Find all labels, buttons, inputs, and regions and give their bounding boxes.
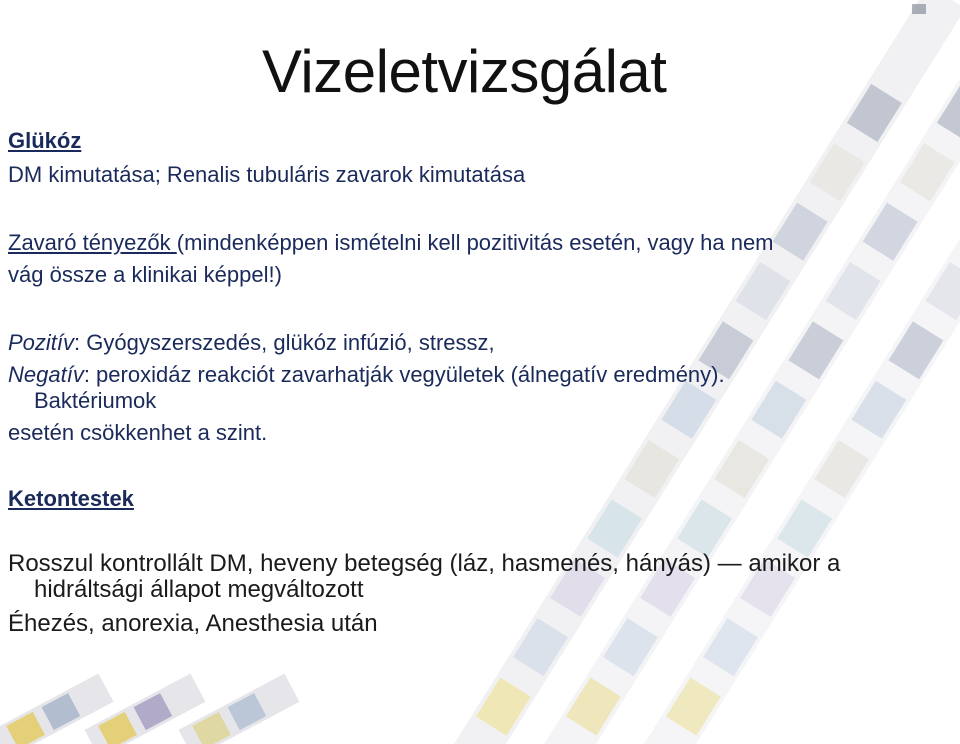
pozitiv-text: : Gyógyszerszedés, glükóz infúzió, stressz,	[74, 330, 495, 355]
glukoz-line-1: DM kimutatása; Renalis tubuláris zavarok kimutatása	[8, 162, 526, 187]
keton-line-1: Rosszul kontrollált DM, heveny betegség (láz, hasmenés, hányás) — amikor a	[8, 550, 841, 577]
slide-title: Vizeletvizsgálat	[262, 38, 667, 105]
csokkenhet-line: esetén csökkenhet a szint.	[8, 420, 268, 445]
glukoz-heading: Glükóz	[8, 128, 82, 153]
keton-line-3: Éhezés, anorexia, Anesthesia után	[8, 610, 378, 637]
negativ-text: : peroxidáz reakciót zavarhatják vegyületek (álnegatív eredmény).	[83, 362, 725, 387]
zavaro-label: Zavaró tényezők	[8, 230, 177, 255]
negativ-line	[8, 362, 725, 388]
zavaro-continuation: vág össze a klinikai képpel!)	[8, 262, 282, 287]
keton-line-2: hidráltsági állapot megváltozott	[34, 576, 364, 603]
bakteriumok-line: Baktériumok	[34, 388, 157, 413]
pozitiv-label: Pozitív	[8, 330, 75, 355]
zavaro-tenyezok-line	[8, 230, 774, 256]
pozitiv-line	[8, 330, 495, 356]
negativ-label: Negatív	[8, 362, 84, 387]
zavaro-rest: (mindenképpen ismételni kell pozitivitás esetén, vagy ha nem	[176, 230, 774, 255]
ketontestek-heading: Ketontestek	[8, 486, 134, 511]
